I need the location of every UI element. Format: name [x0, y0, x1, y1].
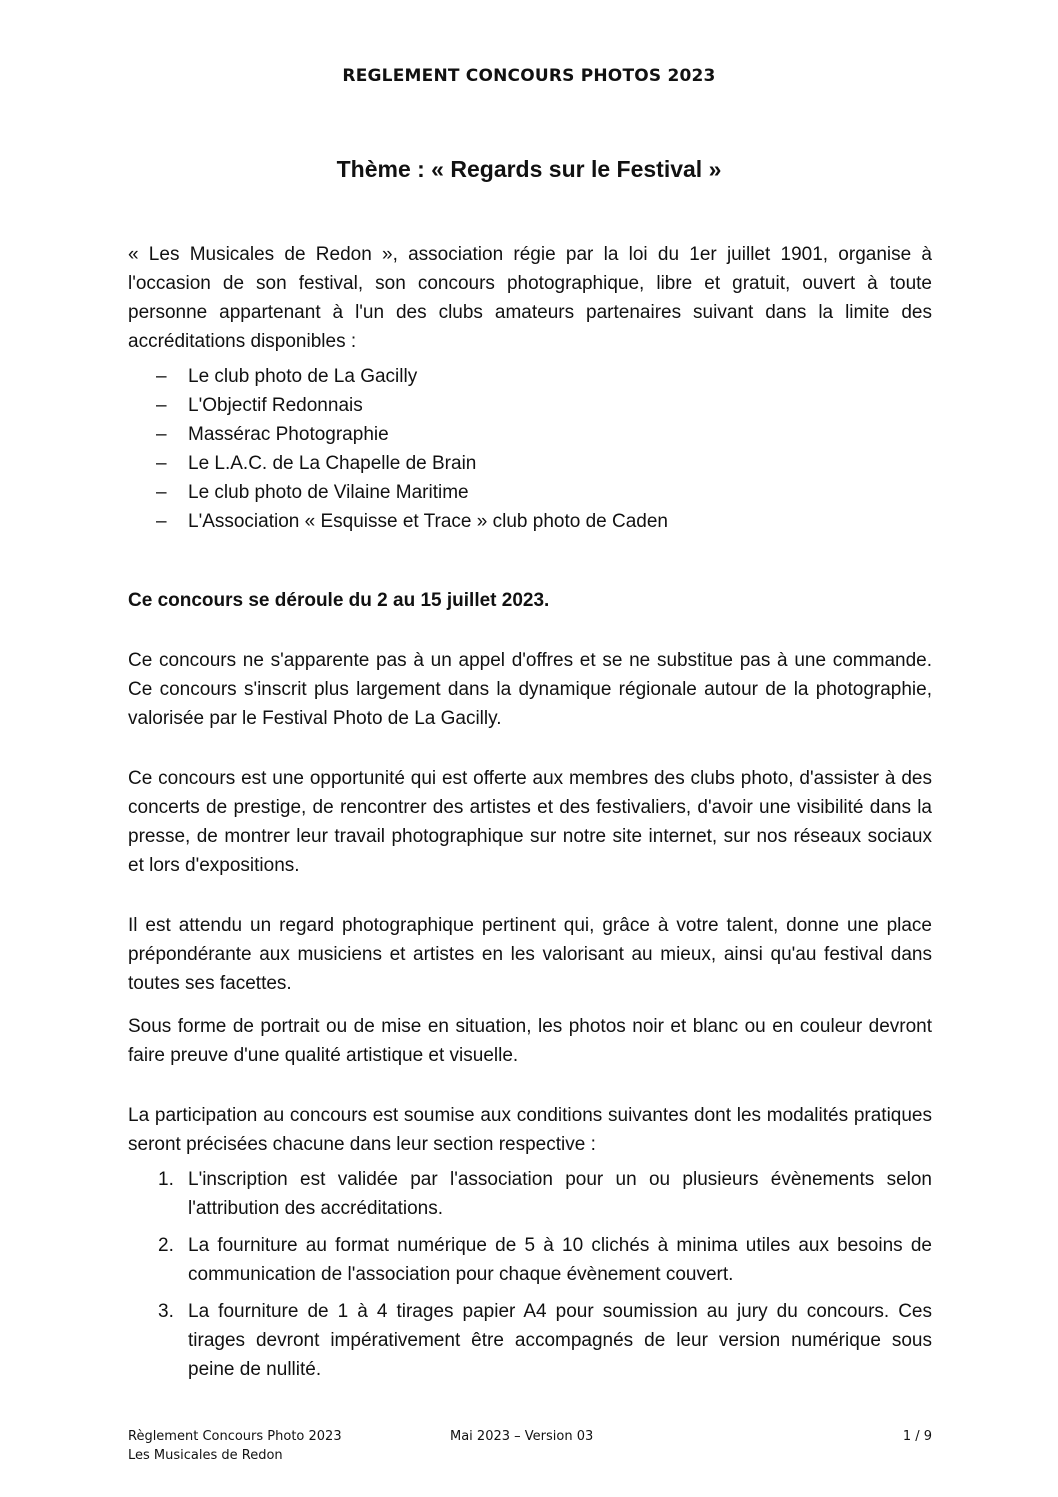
intro-paragraph: « Les Musicales de Redon », association régie par la loi du 1er juillet 1901, organise à l'occasion de son festival, son concours photographique, libre et gratuit, ouvert à toute personne appartenant à l'un des clubs amateurs partenaires suivant dans la limite des accréditations disponibles : [128, 244, 932, 352]
list-item [128, 1231, 932, 1289]
footer-doc-name: Règlement Concours Photo 2023 [128, 1429, 342, 1444]
theme-heading: Thème : « Regards sur le Festival » [336, 156, 722, 182]
condition-text: La fourniture au format numérique de 5 à 10 clichés à minima utiles aux besoins de communication de l'association pour chaque évènement couvert. [188, 1235, 932, 1285]
dash-bullet: – [156, 511, 167, 532]
dash-bullet: – [156, 453, 167, 474]
dash-bullet: – [156, 366, 167, 387]
dash-bullet: – [156, 482, 167, 503]
footer-version: Mai 2023 – Version 03 [450, 1429, 594, 1444]
club-name: Massérac Photographie [188, 424, 389, 445]
page-number: 1 / 9 [902, 1429, 932, 1444]
list-item [128, 1297, 932, 1384]
condition-text: La fourniture de 1 à 4 tirages papier A4 pour soumission au jury du concours. Ces tirages devront impérativement être accompagnés de leur version numérique sous peine de nullité. [188, 1301, 932, 1380]
list-item [128, 507, 932, 536]
clubs-list [128, 362, 932, 536]
item-number: 2. [158, 1235, 174, 1256]
paragraph: Ce concours ne s'apparente pas à un appel d'offres et se ne substitue pas à une commande. Ce concours s'inscrit plus largement dans la dynamique régionale autour de la photographie, valorisée par le Festival Photo de La Gacilly. [128, 650, 932, 729]
list-item [128, 391, 932, 420]
item-number: 1. [158, 1169, 174, 1190]
list-item [128, 1165, 932, 1223]
contest-dates: Ce concours se déroule du 2 au 15 juillet 2023. [128, 590, 550, 611]
club-name: Le L.A.C. de La Chapelle de Brain [188, 453, 477, 474]
list-item [128, 362, 932, 391]
list-item [128, 420, 932, 449]
club-name: Le club photo de Vilaine Maritime [188, 482, 469, 503]
document-body [128, 240, 932, 1392]
paragraph: Il est attendu un regard photographique pertinent qui, grâce à votre talent, donne une place prépondérante aux musiciens et artistes en les valorisant au mieux, ainsi qu'au festival dans toutes ses facettes. [128, 915, 932, 994]
paragraph: Ce concours est une opportunité qui est offerte aux membres des clubs photo, d'assister à des concerts de prestige, de rencontrer des artistes et des festivaliers, d'avoir une visibilité dans la presse, de montrer leur travail photographique sur notre site internet, sur nos réseaux sociaux et lors d'expositions. [128, 768, 932, 876]
paragraph: Sous forme de portrait ou de mise en situation, les photos noir et blanc ou en couleur devront faire preuve d'une qualité artistique et visuelle. [128, 1016, 932, 1066]
paragraph: La participation au concours est soumise aux conditions suivantes dont les modalités pratiques seront précisées chacune dans leur section respective : [128, 1105, 932, 1155]
document-title: REGLEMENT CONCOURS PHOTOS 2023 [342, 66, 716, 86]
club-name: L'Objectif Redonnais [188, 395, 363, 416]
club-name: L'Association « Esquisse et Trace » club photo de Caden [188, 511, 668, 532]
list-item [128, 478, 932, 507]
footer-org: Les Musicales de Redon [128, 1448, 283, 1463]
dash-bullet: – [156, 424, 167, 445]
club-name: Le club photo de La Gacilly [188, 366, 418, 387]
condition-text: L'inscription est validée par l'association pour un ou plusieurs évènements selon l'attribution des accréditations. [188, 1169, 932, 1219]
conditions-list [128, 1165, 932, 1384]
list-item [128, 449, 932, 478]
item-number: 3. [158, 1301, 174, 1322]
dash-bullet: – [156, 395, 167, 416]
